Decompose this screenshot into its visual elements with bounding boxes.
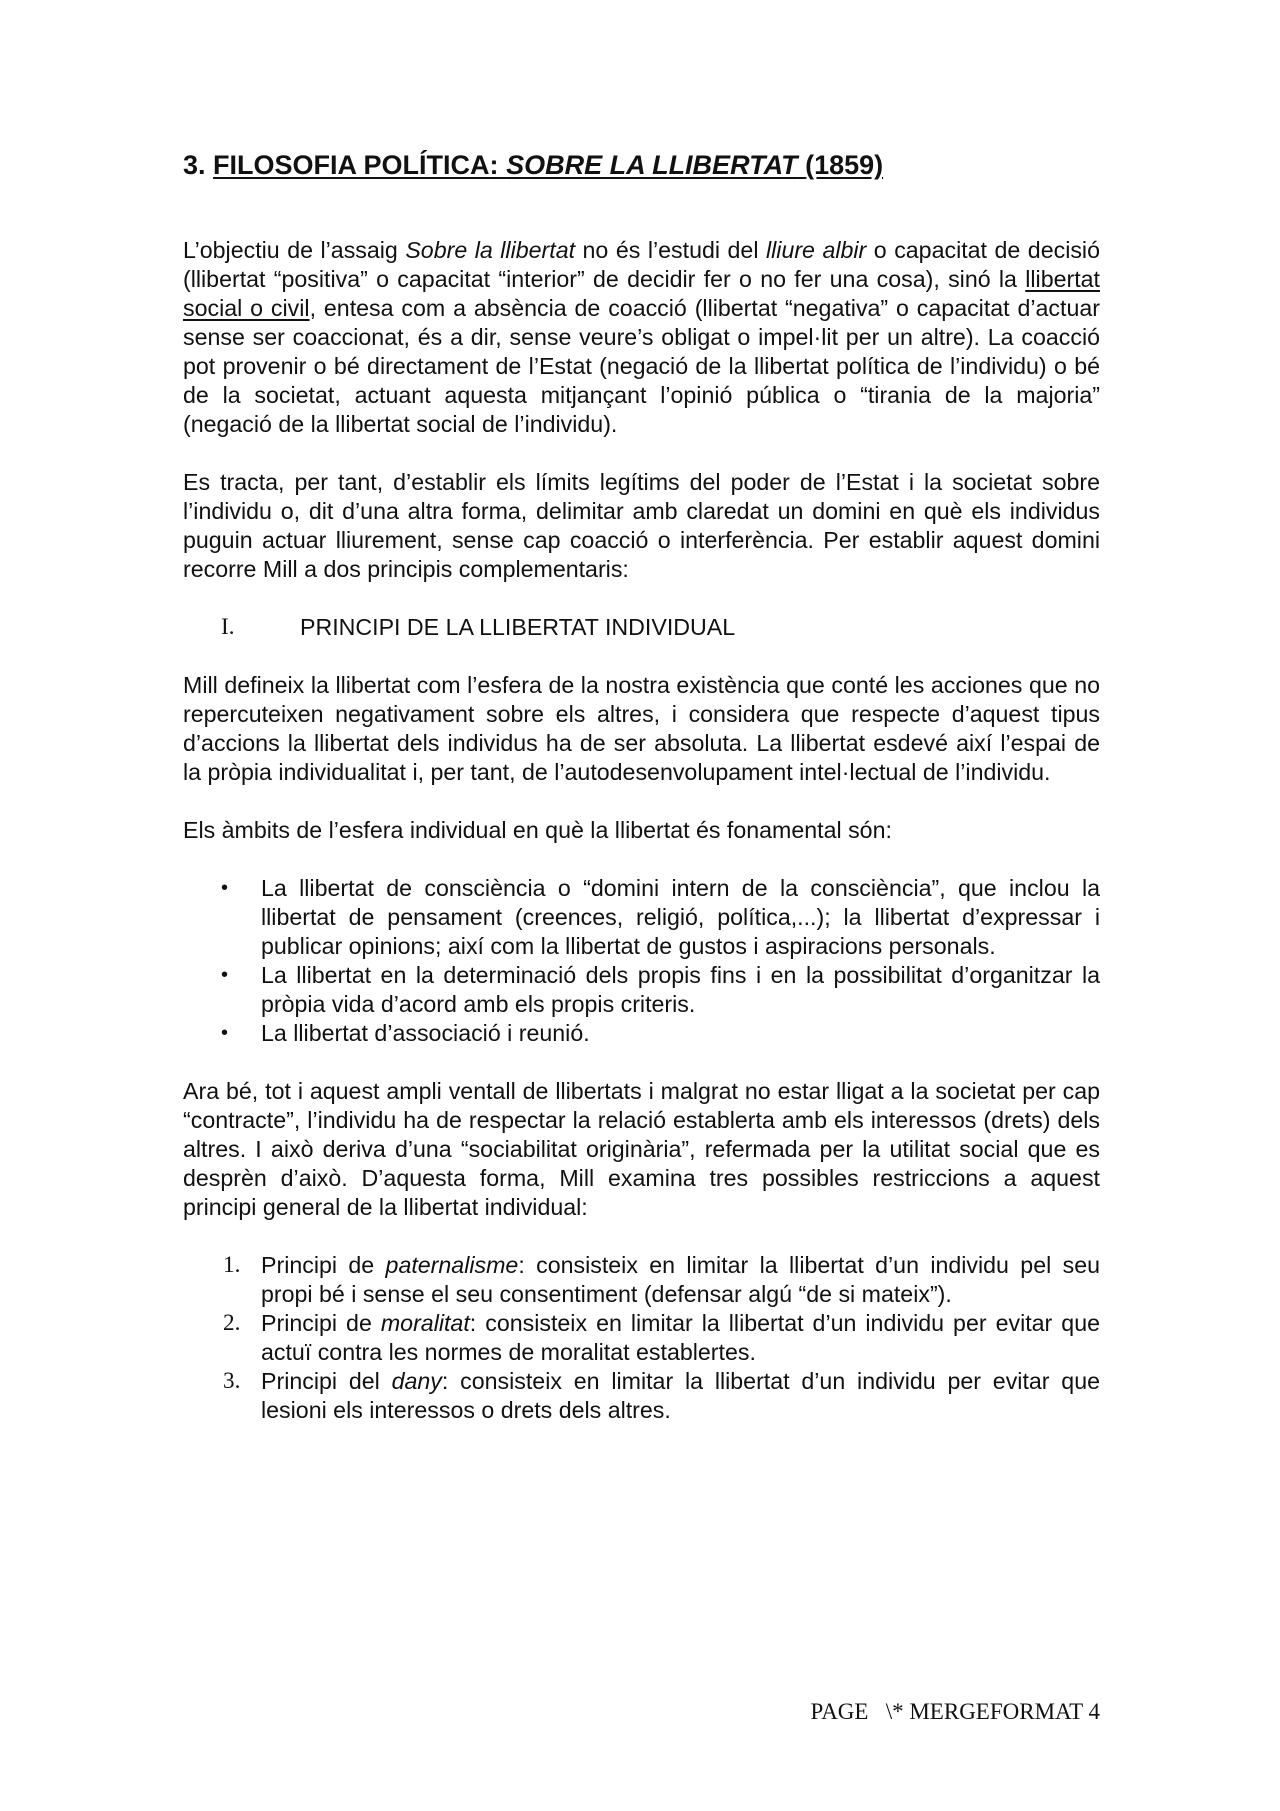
list-item: • La llibertat en la determinació dels propis fins i en la possibilitat d’organitzar la pròpia vida d’acord amb els propis criteris. (221, 962, 1100, 1017)
liberties-list (183, 874, 1100, 1048)
bullet-icon: • (221, 877, 229, 899)
title-number: 3. (183, 150, 206, 180)
subsection-title: PRINCIPI DE LA LLIBERTAT INDIVIDUAL (300, 614, 736, 640)
document-body (183, 148, 1100, 1454)
paragraph-intro: L’objectiu de l’assaig Sobre la llibertat no és l’estudi del lliure albir o capacitat de decisió (llibertat “positiva” o capacitat “interior” de decidir fer o no fer una cosa), sinó la llibertat social o civil, entesa com a absència de coacció (llibertat “negativa” o capacitat d’actuar sense ser coaccionat, és a dir, sense veure’s obligat o impel·lit per un altre). La coacció pot provenir o bé directament de l’Estat (negació de la llibertat política de l’individu) o bé de la societat, actuant aquesta mitjançant l’opinió pública o “tirania de la majoria” (negació de la llibertat social de l’individu). (183, 237, 1100, 437)
paragraph-areas-intro: Els àmbits de l’esfera individual en què la llibertat és fonamental són: (183, 817, 892, 843)
list-item: 3. Principi del dany: consisteix en limitar la llibertat d’un individu per evitar que lesioni els interessos o drets dels altres. (223, 1368, 1100, 1423)
list-item: 2. Principi de moralitat: consisteix en limitar la llibertat d’un individu per evitar que actuï contra les normes de moralitat establertes. (223, 1310, 1100, 1365)
title-year: (1859) (805, 150, 884, 180)
list-item: • La llibertat de consciència o “domini intern de la consciència”, que inclou la llibertat de pensament (creences, religió, política,...); la llibertat d’expressar i publicar opinions; així com la llibertat de gustos i aspiracions personals. (221, 875, 1100, 959)
title-work: SOBRE LA LLIBERTAT (506, 150, 798, 180)
subsection-number: I. (221, 614, 235, 640)
principles-list (183, 1251, 1100, 1425)
page-footer: PAGE \* MERGEFORMAT 4 (810, 1699, 1100, 1724)
title-main: FILOSOFIA POLÍTICA: SOBRE LA LLIBERTAT (1859) (213, 150, 884, 180)
bullet-icon: • (221, 1022, 229, 1044)
paragraph-limits: Es tracta, per tant, d’establir els límits legítims del poder de l’Estat i la societat sobre l’individu o, dit d’una altra forma, delimitar amb claredat un domini en què els individus puguin actuar lliurement, sense cap coacció o interferència. Per establir aquest domini recorre Mill a dos principis complementaris: (183, 469, 1100, 582)
subsection-heading (183, 613, 1100, 642)
section-title (183, 148, 1100, 182)
list-item: 1. Principi de paternalisme: consisteix en limitar la llibertat d’un individu pel seu propi bé i sense el seu consentiment (defensar algú “de si mateix”). (223, 1252, 1100, 1307)
paragraph-definition: Mill defineix la llibertat com l’esfera de la nostra existència que conté les acciones que no repercuteixen negativament sobre els altres, i considera que respecte d’aquest tipus d’accions la llibertat dels individus ha de ser absoluta. La llibertat esdevé així l’espai de la pròpia individualitat i, per tant, de l’autodesenvolupament intel·lectual de l’individu. (183, 672, 1100, 785)
list-item: • La llibertat d’associació i reunió. (221, 1020, 590, 1046)
paragraph-restrictions: Ara bé, tot i aquest ampli ventall de llibertats i malgrat no estar lligat a la societat per cap “contracte”, l’individu ha de respectar la relació establerta amb els interessos (drets) dels altres. I això deriva d’una “sociabilitat originària”, refermada per la utilitat social que es desprèn d’això. D’aquesta forma, Mill examina tres possibles restriccions a aquest principi general de la llibertat individual: (183, 1078, 1100, 1220)
bullet-icon: • (221, 964, 229, 986)
underlined-term: llibertat social o civil (183, 266, 1100, 321)
